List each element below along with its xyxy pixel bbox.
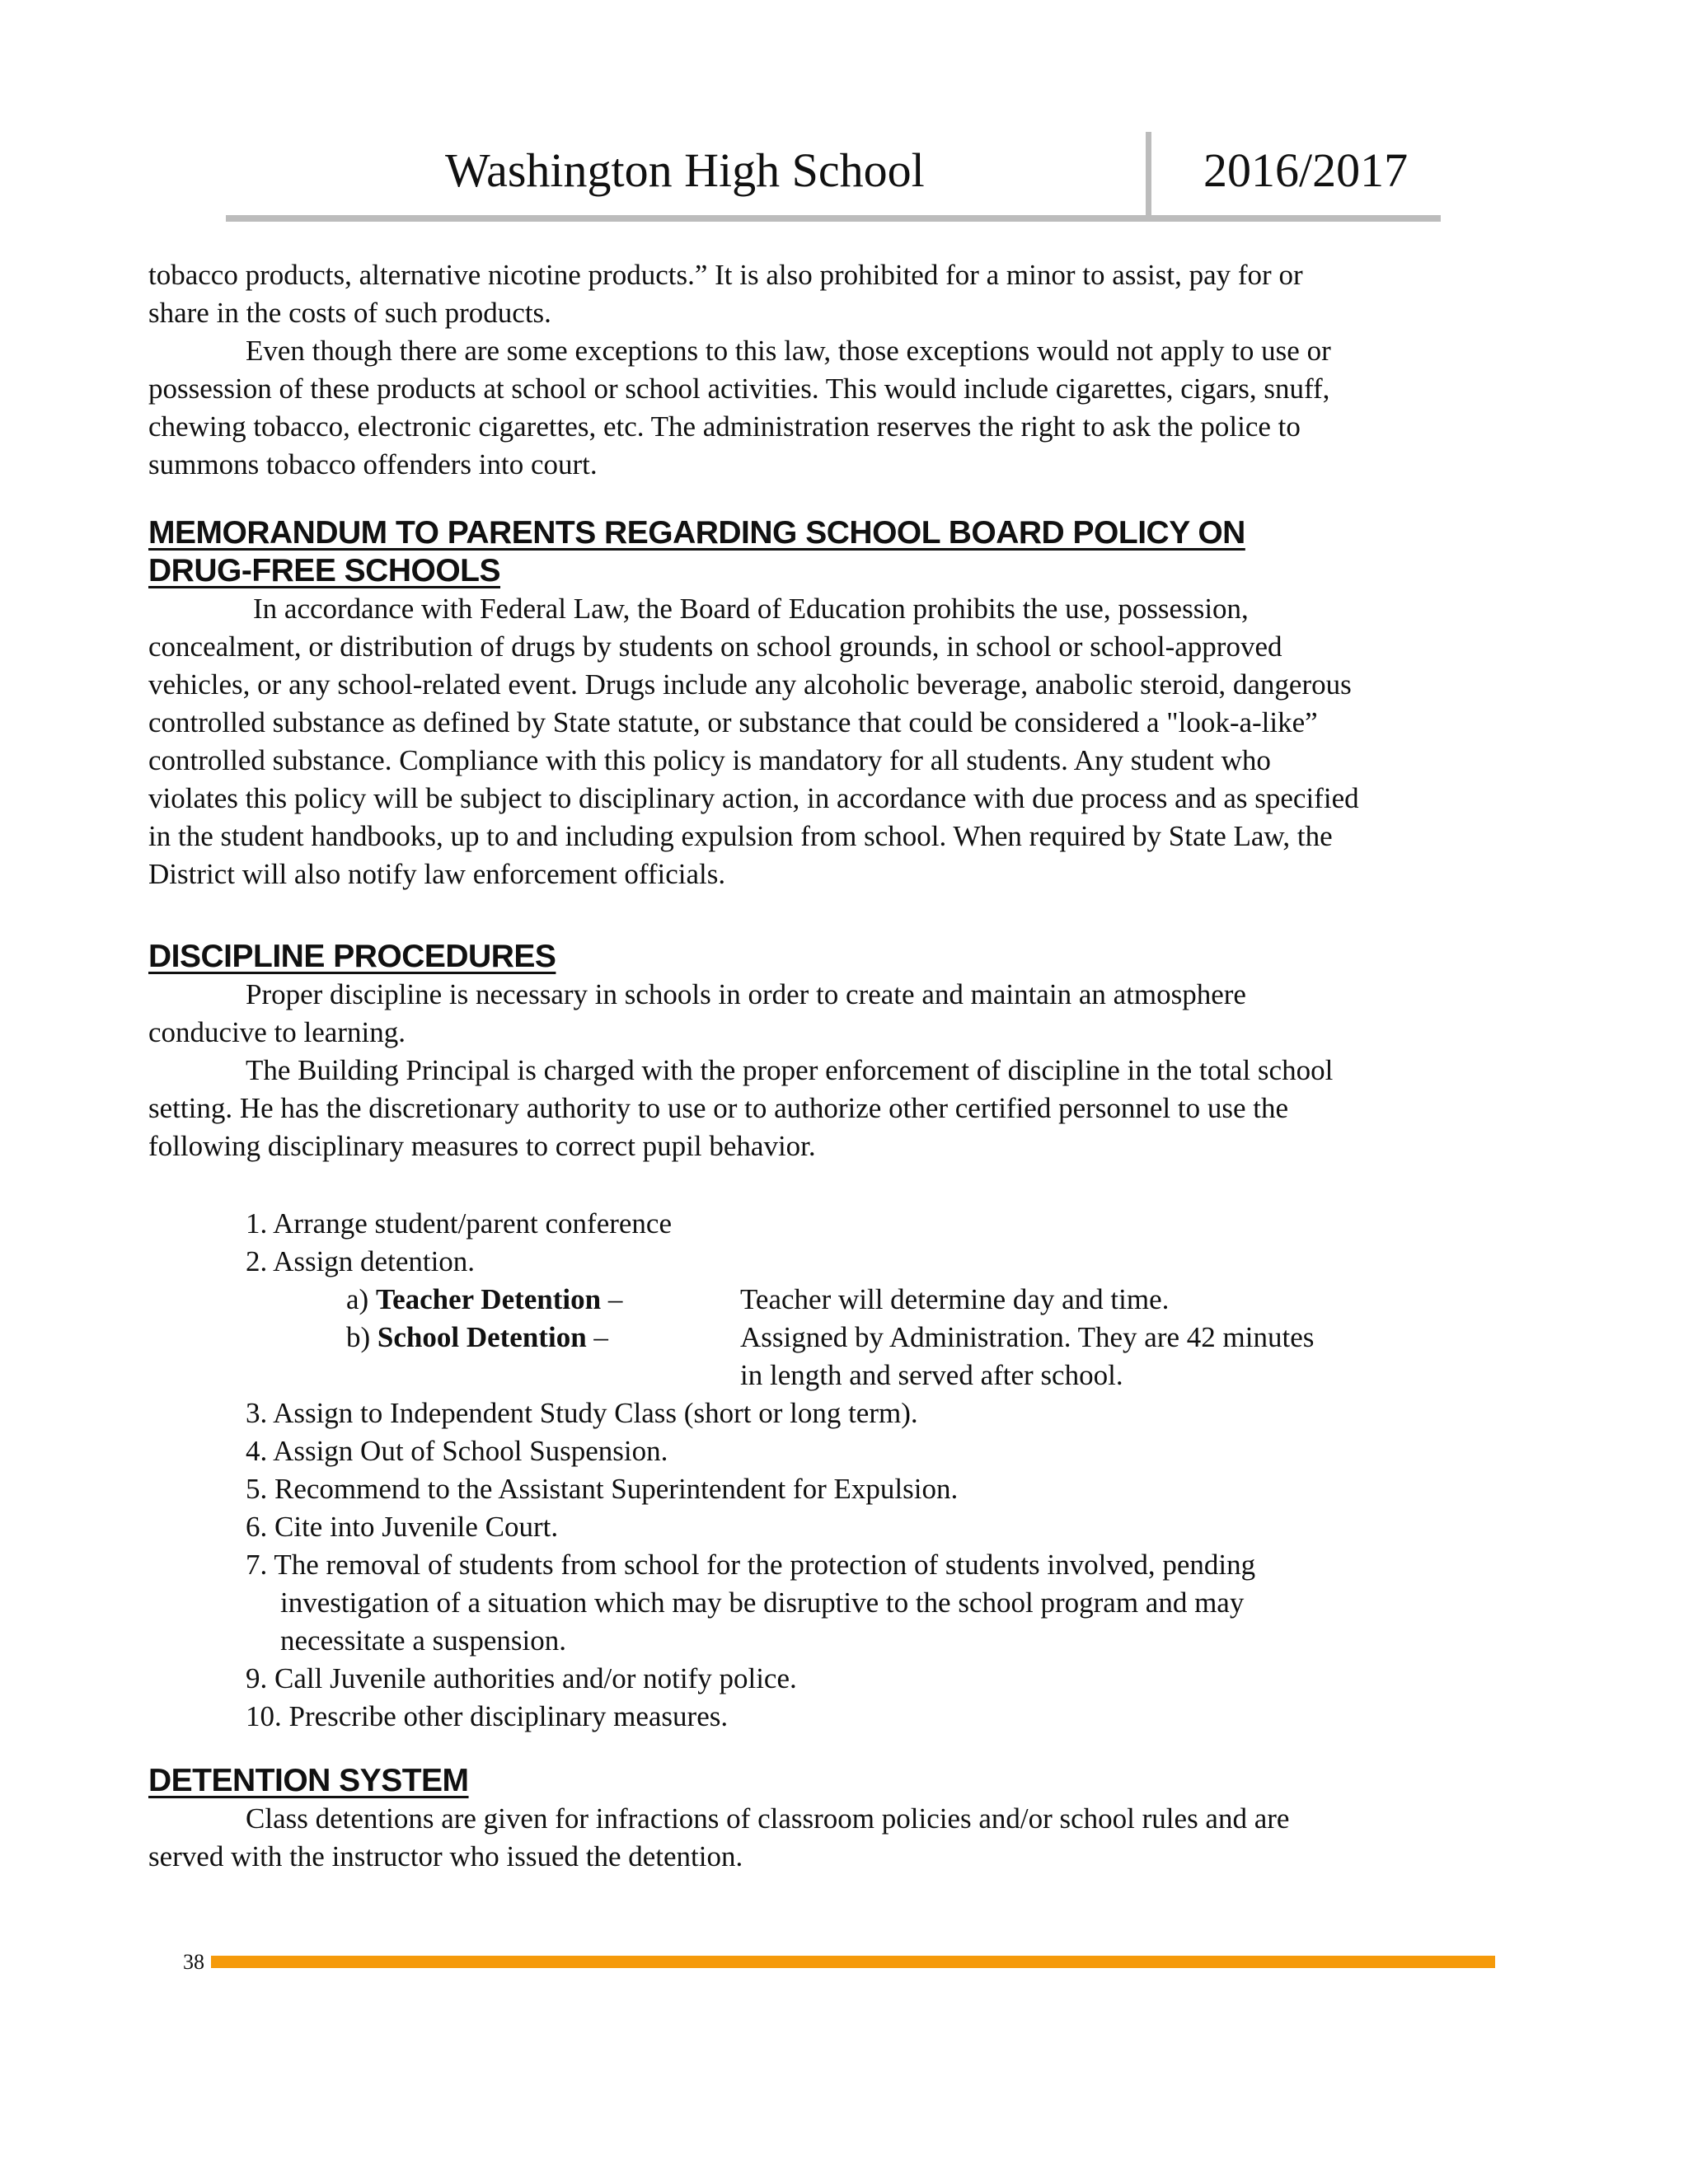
section-heading: MEMORANDUM TO PARENTS REGARDING SCHOOL BOARD POLICY ON <box>148 515 1245 551</box>
text-line: District will also notify law enforcement officials. <box>148 858 726 890</box>
list-subitem-continued <box>246 1357 1482 1394</box>
text-line: following disciplinary measures to correct pupil behavior. <box>148 1130 816 1162</box>
list-subitem <box>246 1281 1482 1319</box>
text-line: Proper discipline is necessary in schools in order to create and maintain an atmosphere <box>246 978 1246 1010</box>
text-line: Class detentions are given for infractions of classroom policies and/or school rules and are <box>246 1802 1290 1835</box>
page-number: 38 <box>183 1950 204 1974</box>
text-line: The Building Principal is charged with the proper enforcement of discipline in the total school <box>246 1054 1334 1086</box>
text-line: controlled substance as defined by State statute, or substance that could be considered a "look-a-like” <box>148 706 1318 738</box>
subitem-label <box>346 1281 622 1319</box>
memorandum-section <box>148 514 1541 893</box>
list-item: 4. Assign Out of School Suspension. <box>246 1435 668 1467</box>
text-line: In accordance with Federal Law, the Board of Education prohibits the use, possession, <box>253 593 1249 625</box>
list-item-continued: necessitate a suspension. <box>280 1624 566 1657</box>
list-item: 9. Call Juvenile authorities and/or notify police. <box>246 1662 797 1694</box>
list-item: 3. Assign to Independent Study Class (short or long term). <box>246 1397 918 1429</box>
text-line: setting. He has the discretionary authority to use or to authorize other certified personnel to use the <box>148 1092 1289 1124</box>
subitem-label <box>346 1319 608 1357</box>
text-line: in the student handbooks, up to and including expulsion from school. When required by State Law, the <box>148 820 1333 852</box>
text-line: possession of these products at school or school activities. This would include cigarettes, cigars, snuff, <box>148 373 1330 405</box>
text-line: summons tobacco offenders into court. <box>148 448 598 480</box>
text-line: chewing tobacco, electronic cigarettes, etc. The administration reserves the right to ask the police to <box>148 410 1301 443</box>
list-item: 6. Cite into Juvenile Court. <box>246 1511 559 1543</box>
detention-section <box>148 1762 1541 1876</box>
subitem-dash: – <box>586 1321 608 1353</box>
list-item: 2. Assign detention. <box>246 1245 476 1277</box>
header-school-name: Washington High School <box>445 143 925 197</box>
text-line: share in the costs of such products. <box>148 297 551 329</box>
text-line: violates this policy will be subject to disciplinary action, in accordance with due process and as specified <box>148 782 1359 814</box>
section-heading: DRUG-FREE SCHOOLS <box>148 553 501 588</box>
text-line: Even though there are some exceptions to this law, those exceptions would not apply to use or <box>246 335 1331 367</box>
text-line: concealment, or distribution of drugs by students on school grounds, in school or school-approved <box>148 630 1282 663</box>
subitem-term: School Detention <box>377 1321 587 1353</box>
intro-section <box>148 256 1541 484</box>
subitem-dash: – <box>601 1283 623 1315</box>
list-item: 7. The removal of students from school for the protection of students involved, pending <box>246 1549 1256 1581</box>
header-school-year: 2016/2017 <box>1203 143 1409 197</box>
subitem-description: Assigned by Administration. They are 42 minutes <box>740 1321 1315 1353</box>
header-rule <box>226 215 1441 222</box>
discipline-measures-list <box>246 1205 1482 1736</box>
text-line: tobacco products, alternative nicotine products.” It is also prohibited for a minor to assist, pay for or <box>148 259 1303 291</box>
section-heading: DETENTION SYSTEM <box>148 1763 469 1798</box>
text-line: conducive to learning. <box>148 1016 406 1048</box>
section-heading: DISCIPLINE PROCEDURES <box>148 939 556 974</box>
subitem-description: Teacher will determine day and time. <box>740 1283 1170 1315</box>
text-line: served with the instructor who issued the detention. <box>148 1840 743 1872</box>
subitem-term: Teacher Detention <box>375 1283 602 1315</box>
list-item: 5. Recommend to the Assistant Superintendent for Expulsion. <box>246 1473 959 1505</box>
list-item: 10. Prescribe other disciplinary measures. <box>246 1700 729 1732</box>
header-divider <box>1146 132 1151 218</box>
list-item: 1. Arrange student/parent conference <box>246 1207 672 1240</box>
list-item-continued: investigation of a situation which may be disruptive to the school program and may <box>280 1586 1245 1619</box>
discipline-section <box>148 938 1541 1165</box>
list-subitem <box>246 1319 1482 1357</box>
subitem-description: in length and served after school. <box>740 1359 1123 1391</box>
text-line: vehicles, or any school-related event. Drugs include any alcoholic beverage, anabolic steroid, dangerous <box>148 668 1352 701</box>
subitem-prefix: b) <box>346 1321 377 1353</box>
subitem-prefix: a) <box>346 1283 376 1315</box>
footer-rule <box>211 1956 1495 1968</box>
text-line: controlled substance. Compliance with this policy is mandatory for all students. Any student who <box>148 744 1271 776</box>
